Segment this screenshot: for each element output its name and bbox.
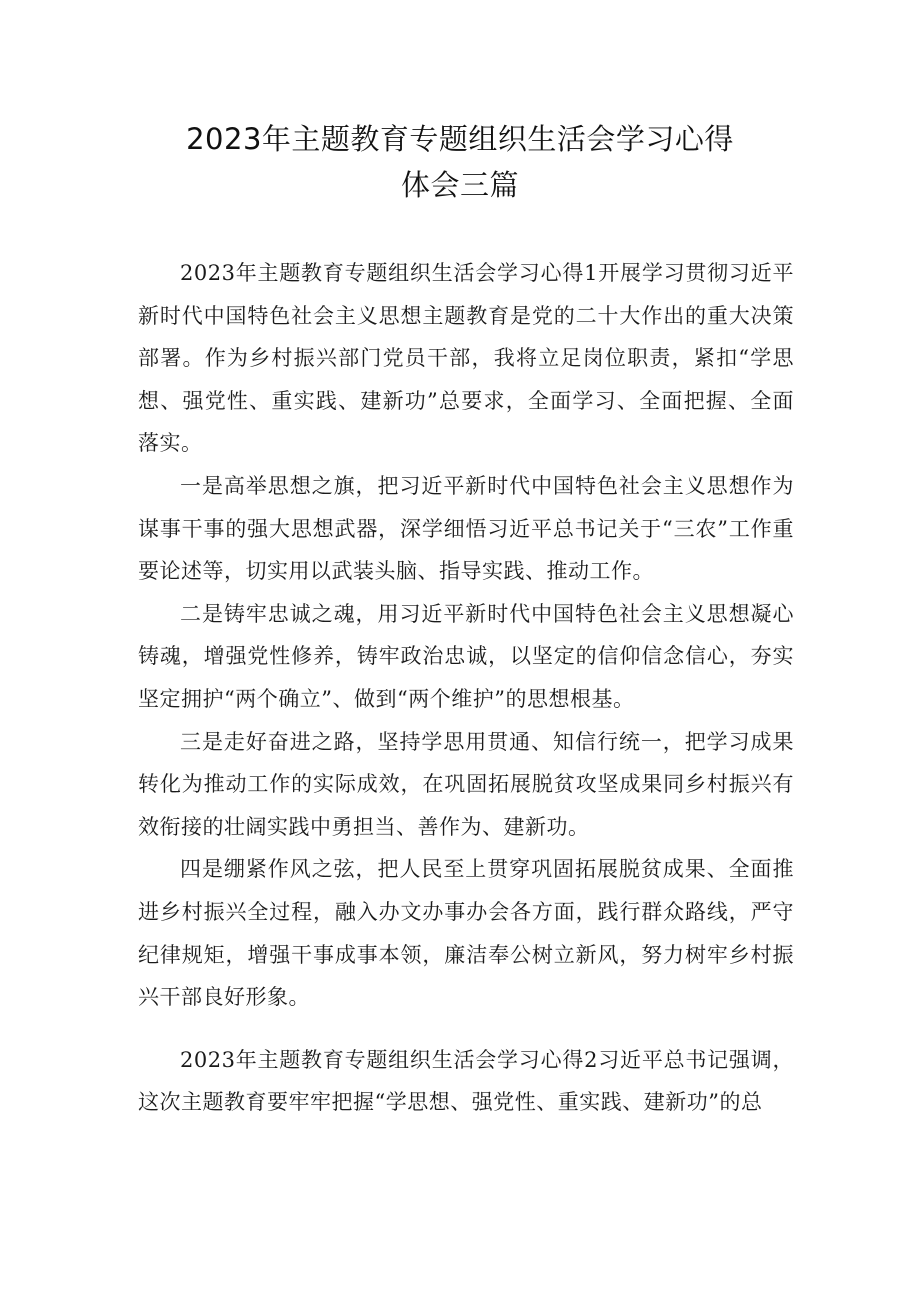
document-title	[0, 116, 920, 208]
paragraph-point-3: 三是走好奋进之路，坚持学思用贯通、知信行统一，把学习成果转化为推动工作的实际成效，在巩固拓展脱贫攻坚成果同乡村振兴有效衔接的壮阔实践中勇担当、善作为、建新功。	[138, 729, 794, 839]
paragraph-point-1: 一是高举思想之旗，把习近平新时代中国特色社会主义思想作为谋事干事的强大思想武器，深学细悟习近平总书记关于“三农”工作重要论述等，切实用以武装头脑、指导实践、推动工作。	[138, 473, 794, 584]
document-body	[138, 252, 794, 1124]
paragraph-essay-1-intro: 2023年主题教育专题组织生活会学习心得1开展学习贯彻习近平新时代中国特色社会主义思想主题教育是党的二十大作出的重大决策部署。作为乡村振兴部门党员干部，我将立足岗位职责，紧扣“学思想、强党性、重实践、建新功”总要求，全面学习、全面把握、全面落实。	[138, 261, 794, 456]
title-line-2: 体会三篇	[400, 168, 519, 202]
paragraph-point-2: 二是铸牢忠诚之魂，用习近平新时代中国特色社会主义思想凝心铸魂，增强党性修养，铸牢政治忠诚，以坚定的信仰信念信心，夯实坚定拥护“两个确立”、做到“两个维护”的思想根基。	[138, 601, 794, 711]
paragraph-essay-2-intro: 2023年主题教育专题组织生活会学习心得2习近平总书记强调，这次主题教育要牢牢把握“学思想、强党性、重实践、建新功”的总	[138, 1047, 794, 1115]
title-line-1: 2023年主题教育专题组织生活会学习心得	[186, 122, 734, 156]
paragraph-point-4: 四是绷紧作风之弦，把人民至上贯穿巩固拓展脱贫成果、全面推进乡村振兴全过程，融入办文办事办会各方面，践行群众路线，严守纪律规矩，增强干事成事本领，廉洁奉公树立新风，努力树牢乡村振兴干部良好形象。	[138, 857, 794, 1010]
